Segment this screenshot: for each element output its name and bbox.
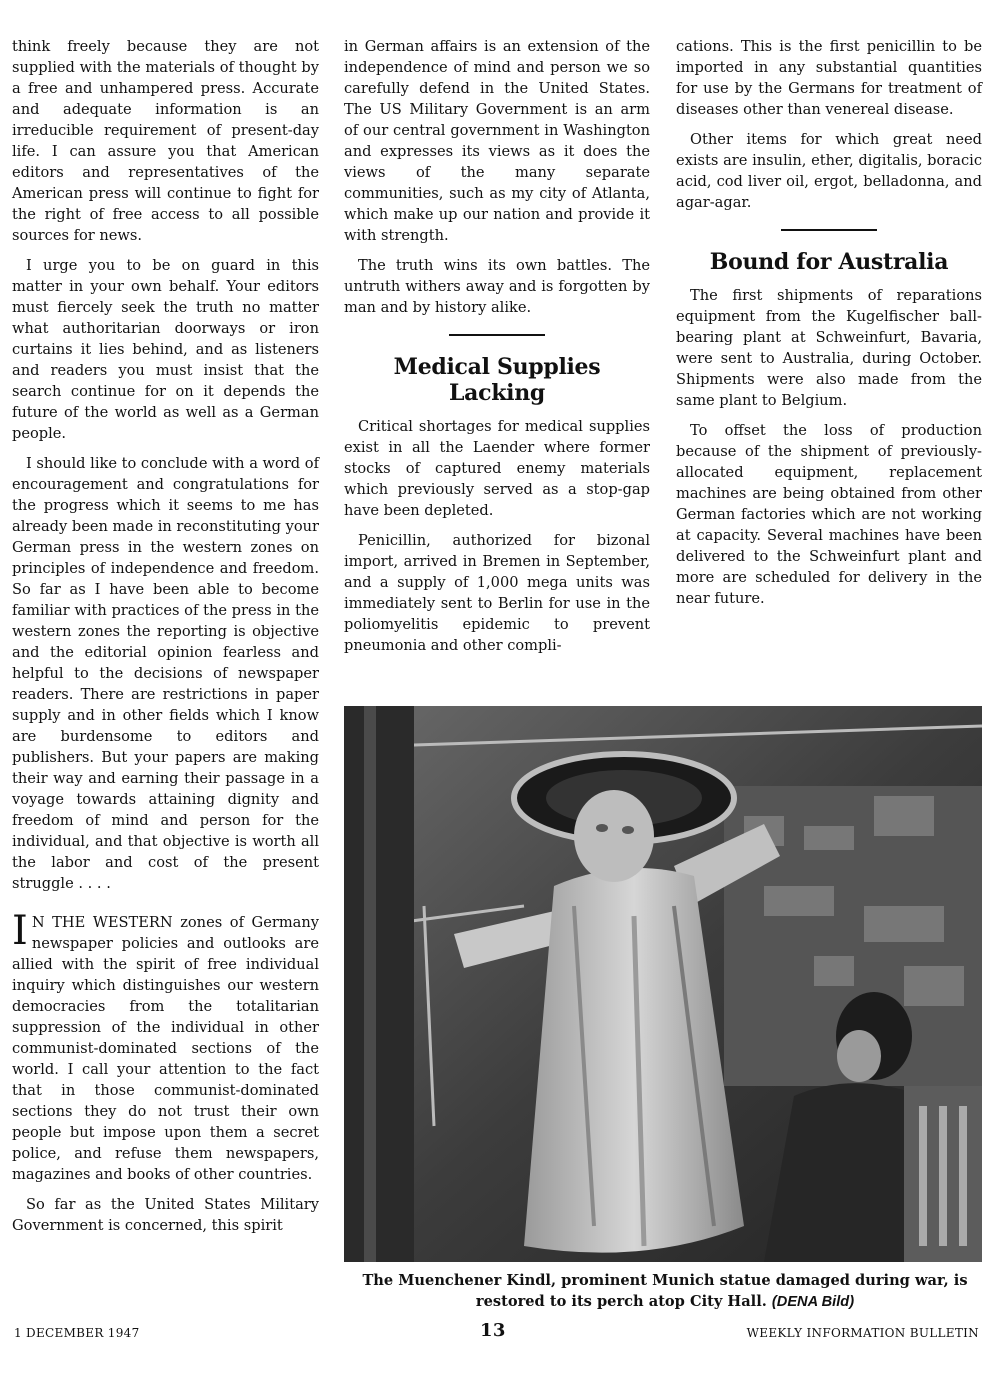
paragraph: I should like to conclude with a word of encouragement and congratulations for the progress which it seems to me has already been made in reconstituting your German press in the western zones on principles of independence and freedom. So far as I have been able to become familiar with practices of the press in the western zones the reporting is objective and the editorial opinion fearless and helpful to the decisions of newspaper readers. There are restrictions in paper supply and in other fields which I know are burdensome to editors and publishers. But your papers are making their way and earning their passage in a voyage towards attaining dignity and freedom of mind and person for the individual, and that objective is worth all the labor and cost of the present struggle . . . . bbox=[12, 455, 319, 892]
paragraph: I urge you to be on guard in this matter in your own behalf. Your editors must fiercely seek the truth no matter what authoritarian doorways or iron curtains it lies behind, and as listeners and readers you must insist that the search continue for on it depends the future of the world as well as a German people. bbox=[12, 257, 319, 442]
paragraph-with-dropcap bbox=[12, 908, 319, 1185]
paragraph: cations. This is the first penicillin to be imported in any substantial quantities for use by the Germans for treatment of diseases other than venereal disease. bbox=[676, 38, 982, 118]
section-heading-bound-for-australia: Bound for Australia bbox=[709, 249, 949, 275]
column-3 bbox=[676, 36, 982, 618]
paragraph: in German affairs is an extension of the independence of mind and person we so carefully defend in the United States. The US Military Government is an arm of our central government in Washington and expresses its views as it does the views of the many separate communities, such as my city of Atlanta, which make up our nation and provide it with strength. bbox=[344, 38, 650, 244]
statue-illustration bbox=[344, 706, 982, 1262]
section-divider bbox=[449, 334, 545, 336]
paragraph: To offset the loss of production because of the shipment of previously-allocated equipment, replacement machines are being obtained from other German factories which are not working at capacity. Several machines have been delivered to the Schweinfurt plant and more are scheduled for delivery in the near future. bbox=[676, 422, 982, 607]
paragraph: think freely because they are not supplied with the materials of thought by a free and unhampered press. Accurate and adequate information is an irreducible requirement of present-day life. I can assure you that American editors and representatives of the American press will continue to fight for the right of free access to all possible sources for news. bbox=[12, 38, 319, 244]
drop-cap: I bbox=[12, 908, 28, 954]
footer-date: 1 DECEMBER 1947 bbox=[14, 1326, 140, 1340]
section-heading-medical-supplies: Medical Supplies Lacking bbox=[393, 354, 601, 406]
column-2 bbox=[344, 36, 650, 665]
column-1 bbox=[12, 36, 319, 1245]
photo-credit: (DENA Bild) bbox=[771, 1294, 855, 1310]
caption-text: The Muenchener Kindl, prominent Munich statue damaged during war, is restored to its perch atop City Hall. bbox=[362, 1272, 968, 1310]
paragraph: Other items for which great need exists are insulin, ether, digitalis, boracic acid, cod liver oil, ergot, belladonna, and agar-agar. bbox=[676, 131, 982, 211]
section-divider bbox=[781, 229, 877, 231]
paragraph: Penicillin, authorized for bizonal import, arrived in Bremen in September, and a supply of 1,000 mega units was immediately sent to Berlin for use in the poliomyelitis epidemic to prevent pneumonia and other compli- bbox=[344, 532, 650, 654]
paragraph: The first shipments of reparations equipment from the Kugelfischer ball-bearing plant at Schweinfurt, Bavaria, were sent to Australia, during October. Shipments were also made from the same plant to Belgium. bbox=[676, 287, 982, 409]
footer-publication: WEEKLY INFORMATION BULLETIN bbox=[746, 1326, 979, 1340]
paragraph: Critical shortages for medical supplies exist in all the Laender where former stocks of captured enemy materials which previously served as a stop-gap have been depleted. bbox=[344, 418, 650, 519]
paragraph: So far as the United States Military Government is concerned, this spirit bbox=[12, 1196, 319, 1234]
photo-caption bbox=[350, 1270, 980, 1313]
paragraph: The truth wins its own battles. The untruth withers away and is forgotten by man and by history alike. bbox=[344, 257, 650, 316]
statue-photo bbox=[344, 706, 982, 1262]
page-number: 13 bbox=[480, 1320, 506, 1341]
paragraph-text: N THE WESTERN zones of Germany newspaper policies and outlooks are allied with the spirit of free individual inquiry which distinguishes our western democracies from the totalitarian suppression of the individual in other communist-dominated sections of the world. I call your attention to the fact that in those communist-dominated sections they do not trust their own people but impose upon them a secret police, and refuse them newspapers, magazines and books of other countries. bbox=[12, 914, 319, 1183]
